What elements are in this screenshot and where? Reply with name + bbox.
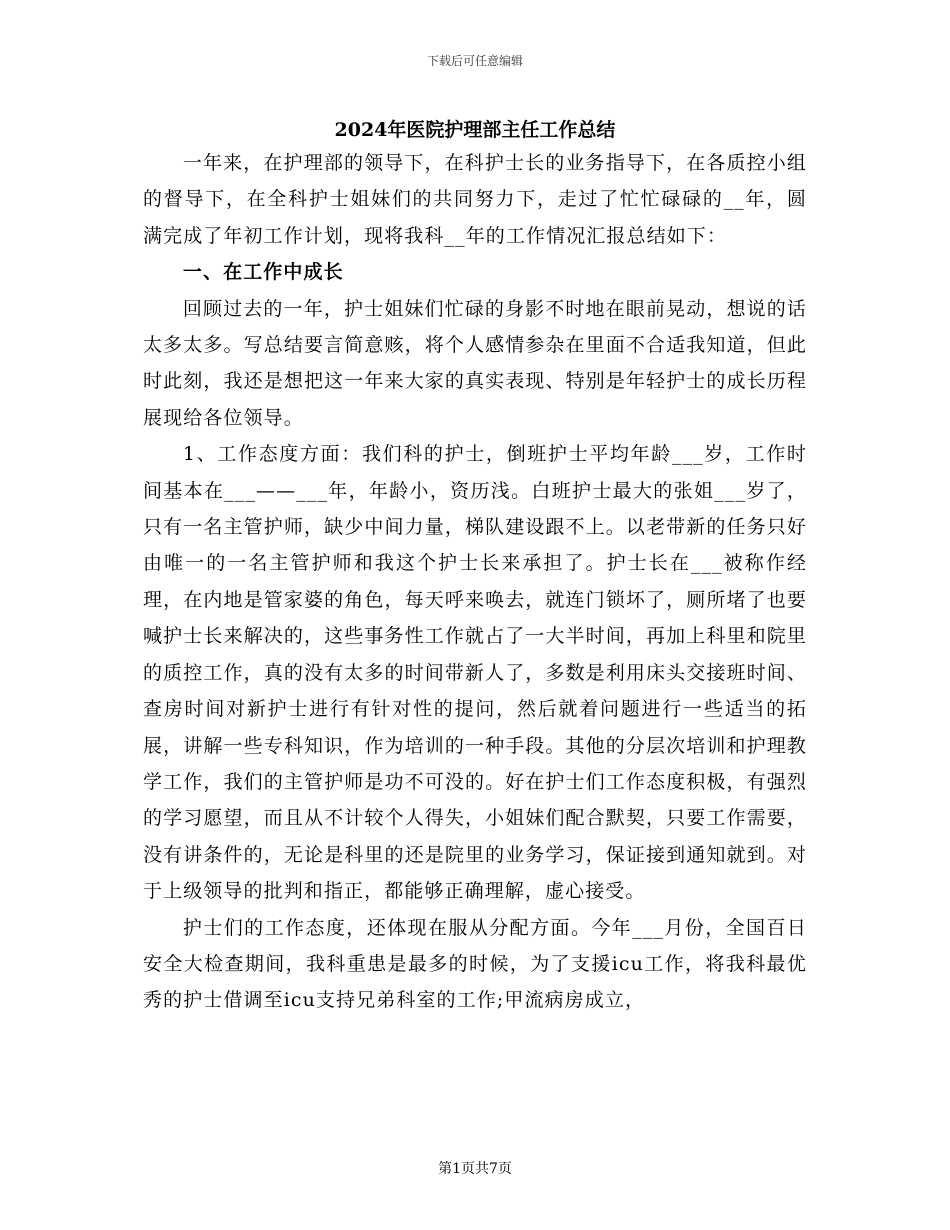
document-title: 2024年医院护理部主任工作总结 — [334, 119, 616, 141]
section-heading: 一、在工作中成长 — [182, 261, 344, 284]
paragraph-intro: 一年来，在护理部的领导下，在科护士长的业务指导下，在各质控小组的督导下，在全科护士姐妹们的共同努力下，走过了忙忙碌碌的__年，圆满完成了年初工作计划，现将我科__年的工作情况汇报总结如下： — [143, 152, 807, 247]
paragraph-assignment: 护士们的工作态度，还体现在服从分配方面。今年___月份，全国百日安全大检查期间，我科重患是最多的时候，为了支援icu工作，将我科最优秀的护士借调至icu支持兄弟科室的工作;甲流病房成立， — [143, 916, 807, 1012]
header-note: 下载后可任意编辑 — [426, 54, 523, 68]
page-footer: 第1页共7页 — [438, 1161, 512, 1177]
document-body — [143, 145, 807, 1019]
paragraph-attitude: 1、工作态度方面：我们科的护士，倒班护士平均年龄___岁，工作时间基本在___——___年，年龄小，资历浅。白班护士最大的张姐___岁了，只有一名主管护师，缺少中间力量，梯队建设跟不上。以老带新的任务只好由唯一的一名主管护师和我这个护士长来承担了。护士长在___被称作经理，在内地是管家婆的角色，每天呼来唤去，就连门锁坏了，厕所堵了也要喊护士长来解决的，这些事务性工作就占了一大半时间，再加上科里和院里的质控工作，真的没有太多的时间带新人了，多数是利用床头交接班时间、查房时间对新护士进行有针对性的提问，然后就着问题进行一些适当的拓展，讲解一些专科知识，作为培训的一种手段。其他的分层次培训和护理教学工作，我们的主管护师是功不可没的。好在护士们工作态度积极，有强烈的学习愿望，而且从不计较个人得失，小姐妹们配合默契，只要工作需要，没有讲条件的，无论是科里的还是院里的业务学习，保证接到通知就到。对于上级领导的批判和指正，都能够正确理解，虚心接受。 — [143, 443, 807, 903]
paragraph-review: 回顾过去的一年，护士姐妹们忙碌的身影不时地在眼前晃动，想说的话太多太多。写总结要言简意赅，将个人感情参杂在里面不合适我知道，但此时此刻，我还是想把这一年来大家的真实表现、特别是年轻护士的成长历程展现给各位领导。 — [143, 297, 807, 429]
